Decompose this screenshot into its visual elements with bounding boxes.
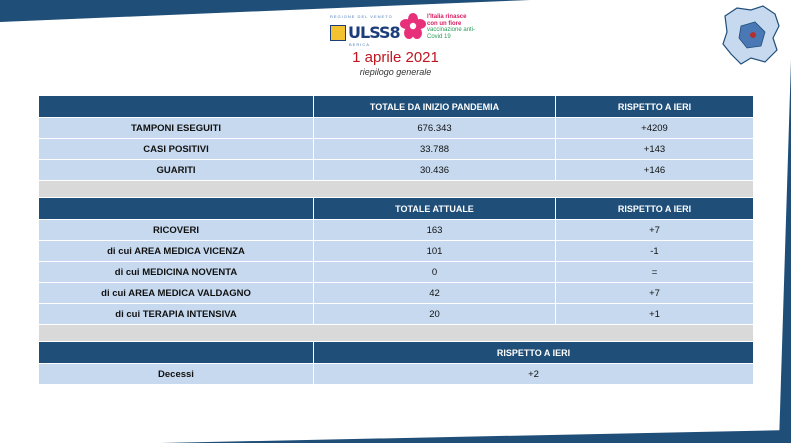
row-delta: +7	[556, 283, 754, 304]
row-label: Decessi	[39, 364, 314, 385]
section3-col-delta: RISPETTO A IERI	[314, 342, 754, 364]
section2-header	[39, 198, 754, 220]
table-row	[39, 364, 754, 385]
lion-crest-icon	[330, 25, 346, 41]
row-label: di cui MEDICINA NOVENTA	[39, 262, 314, 283]
row-value: 33.788	[314, 139, 556, 160]
section-gap	[39, 181, 754, 198]
map-marker	[750, 32, 756, 38]
table-row	[39, 283, 754, 304]
ulss-name-text: ULSS8	[348, 23, 400, 42]
row-label: TAMPONI ESEGUITI	[39, 118, 314, 139]
section3-header-blank	[39, 342, 314, 364]
row-label: di cui AREA MEDICA VALDAGNO	[39, 283, 314, 304]
section2-header-blank	[39, 198, 314, 220]
table-row	[39, 118, 754, 139]
ulss-region-text: REGIONE DEL VENETO	[330, 14, 393, 19]
row-value: 101	[314, 241, 556, 262]
region-map-icon	[717, 4, 783, 66]
report-date: 1 aprile 2021	[352, 49, 439, 66]
section-gap	[39, 325, 754, 342]
row-label: CASI POSITIVI	[39, 139, 314, 160]
table-row	[39, 160, 754, 181]
row-delta: +1	[556, 304, 754, 325]
row-value: 20	[314, 304, 556, 325]
section1-col-total: TOTALE DA INIZIO PANDEMIA	[314, 96, 556, 118]
primula-flower-icon	[400, 12, 426, 42]
row-value: 42	[314, 283, 556, 304]
row-label: RICOVERI	[39, 220, 314, 241]
row-delta: +4209	[556, 118, 754, 139]
section1-header-blank	[39, 96, 314, 118]
ulss-sub-text: BERICA	[349, 42, 370, 47]
frame-right-accent	[779, 60, 791, 443]
gap-cell	[39, 325, 754, 342]
row-delta: -1	[556, 241, 754, 262]
table-row	[39, 304, 754, 325]
row-delta: +146	[556, 160, 754, 181]
table-row	[39, 220, 754, 241]
row-label: di cui TERAPIA INTENSIVA	[39, 304, 314, 325]
table-row	[39, 241, 754, 262]
row-delta: =	[556, 262, 754, 283]
report-subtitle: riepilogo generale	[359, 67, 432, 77]
table-row	[39, 139, 754, 160]
section2-col-total: TOTALE ATTUALE	[314, 198, 556, 220]
row-delta: +143	[556, 139, 754, 160]
campaign-line1: l'Italia rinasce con un fiore	[427, 14, 467, 27]
row-value: 676.343	[314, 118, 556, 139]
row-value: +2	[314, 364, 754, 385]
campaign-text	[427, 14, 477, 40]
section1-header	[39, 96, 754, 118]
gap-cell	[39, 181, 754, 198]
row-value: 30.436	[314, 160, 556, 181]
section2-col-delta: RISPETTO A IERI	[556, 198, 754, 220]
ulss8-logo	[330, 14, 400, 48]
section3-header	[39, 342, 754, 364]
row-label: di cui AREA MEDICA VICENZA	[39, 241, 314, 262]
row-label: GUARITI	[39, 160, 314, 181]
frame-bottom-accent	[160, 430, 791, 443]
summary-table	[38, 95, 754, 385]
row-value: 163	[314, 220, 556, 241]
campaign-line2: vaccinazione anti-Covid 19	[427, 27, 476, 40]
row-value: 0	[314, 262, 556, 283]
section1-col-delta: RISPETTO A IERI	[556, 96, 754, 118]
row-delta: +7	[556, 220, 754, 241]
table-row	[39, 262, 754, 283]
campaign-logo	[400, 12, 480, 48]
header	[0, 8, 791, 80]
